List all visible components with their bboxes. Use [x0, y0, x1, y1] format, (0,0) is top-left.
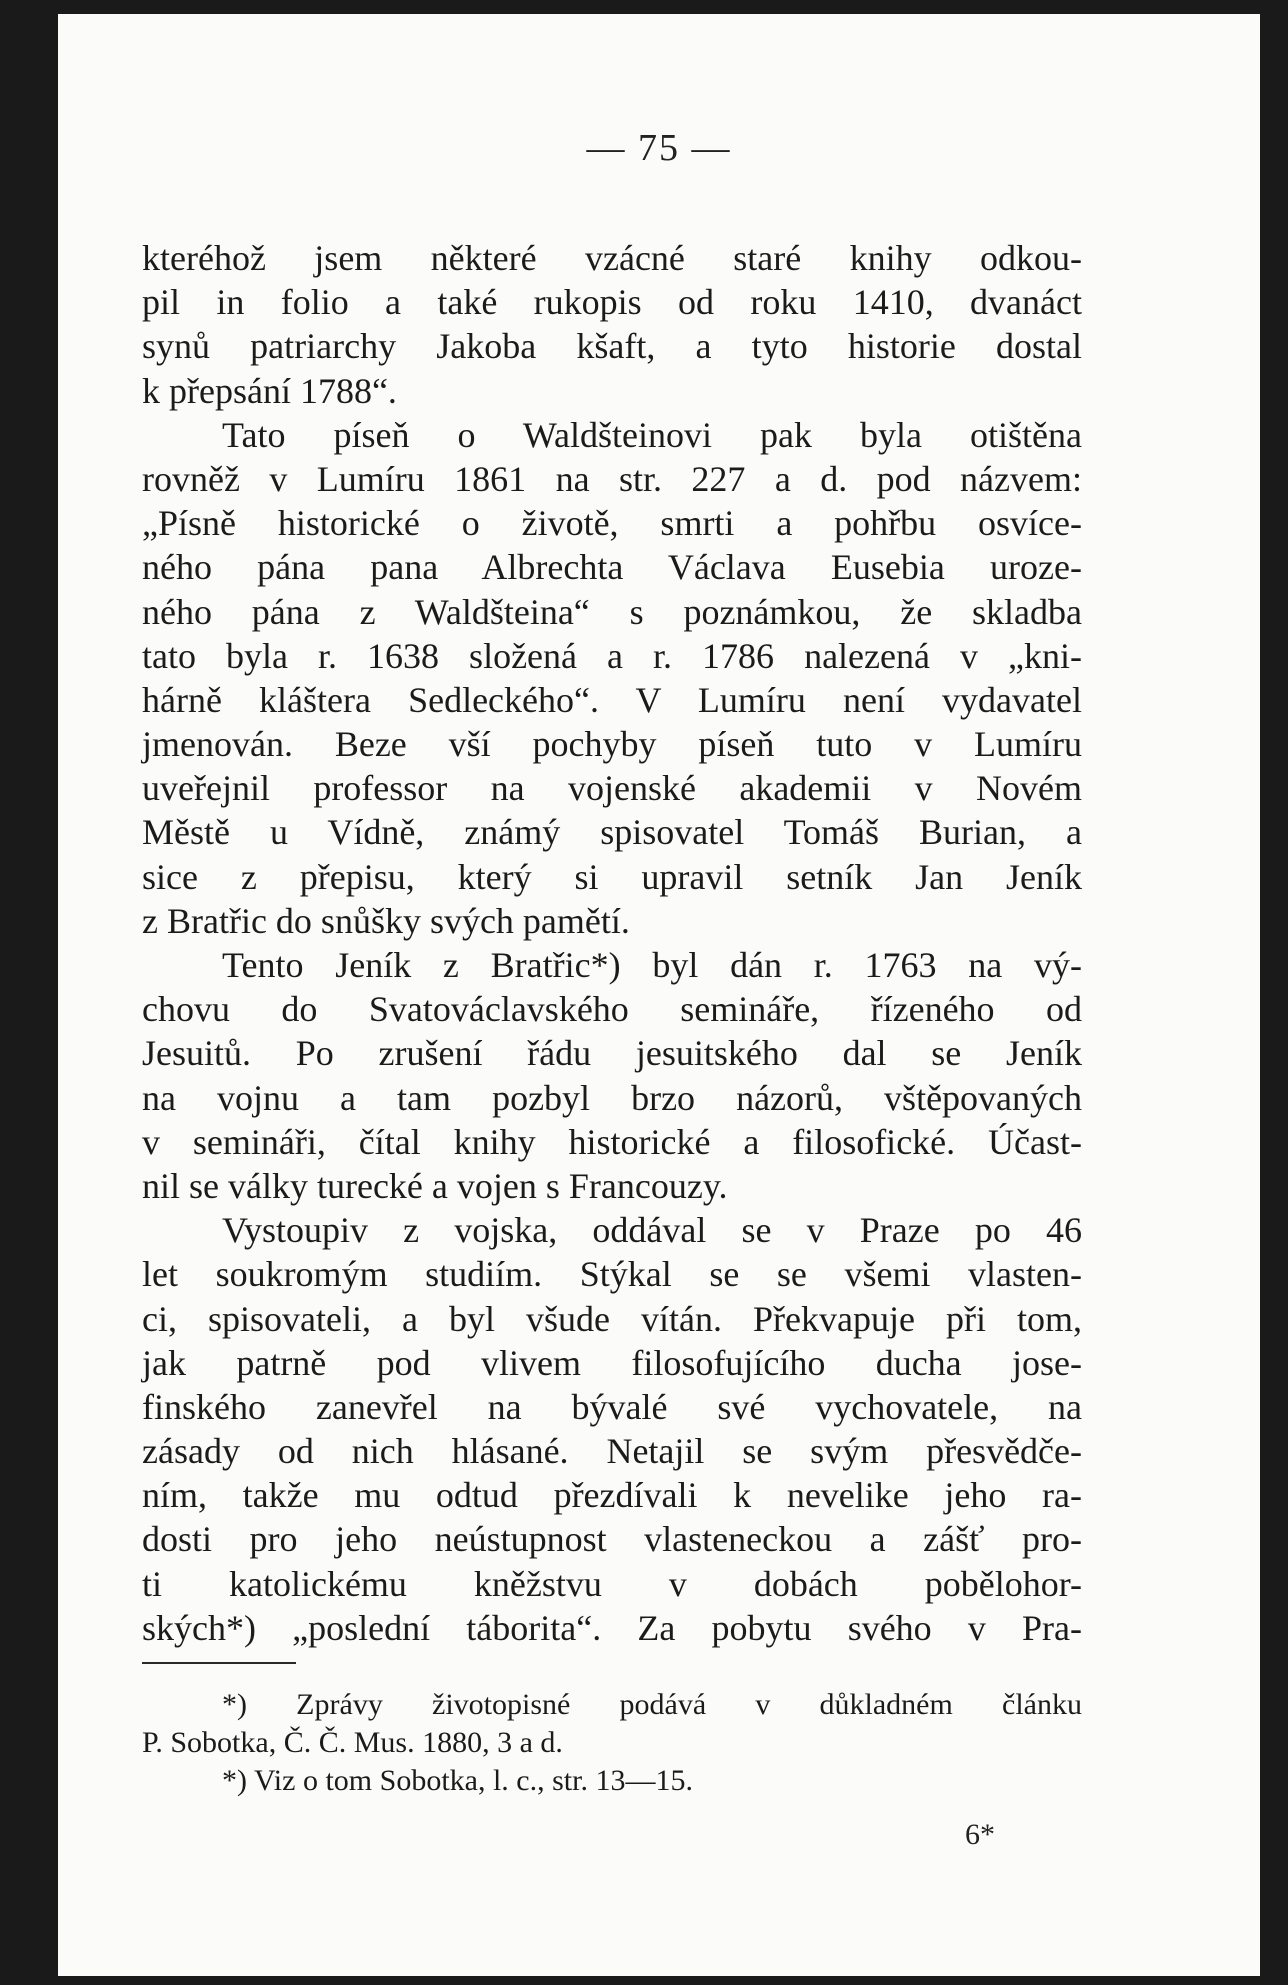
text-line: ného pána pana Albrechta Václava Eusebia uroze- — [142, 547, 1082, 588]
text-line: let soukromým studiím. Stýkal se se všemi vlasten- — [142, 1254, 1082, 1295]
text-line: synů patriarchy Jakoba kšaft, a tyto historie dostal — [142, 326, 1082, 367]
text-line: jak patrně pod vlivem filosofujícího ducha jose- — [142, 1342, 1082, 1383]
text-line: pil in folio a také rukopis od roku 1410, dvanáct — [142, 282, 1082, 323]
text-line: sice z přepisu, který si upravil setník Jan Jeník — [142, 856, 1082, 897]
footnote-line: *) Zprávy životopisné podává v důkladném článku — [222, 1688, 1082, 1721]
text-line: v semináři, čítal knihy historické a filosofické. Účast- — [142, 1121, 1082, 1162]
text-line: rovněž v Lumíru 1861 na str. 227 a d. pod názvem: — [142, 458, 1082, 499]
paragraph-start-line: Tato píseň o Waldšteinovi pak byla otištěna — [222, 414, 1082, 455]
text-line: Městě u Vídně, známý spisovatel Tomáš Burian, a — [142, 812, 1082, 853]
footnote-line: P. Sobotka, Č. Č. Mus. 1880, 3 a d. — [142, 1726, 563, 1759]
text-line: tato byla r. 1638 složená a r. 1786 nalezená v „kni- — [142, 635, 1082, 676]
main-text — [142, 236, 1082, 1650]
footnote-line: *) Viz o tom Sobotka, l. c., str. 13—15. — [222, 1764, 693, 1797]
text-line: k přepsání 1788“. — [142, 370, 397, 411]
text-line: ti katolickému kněžstvu v dobách pobělohor- — [142, 1563, 1082, 1604]
text-line: jmenován. Beze vší pochyby píseň tuto v Lumíru — [142, 724, 1082, 765]
text-line: nil se války turecké a vojen s Francouzy. — [142, 1165, 728, 1206]
text-line: ci, spisovateli, a byl všude vítán. Překvapuje při tom, — [142, 1298, 1082, 1339]
text-line: ného pána z Waldšteina“ s poznámkou, že skladba — [142, 591, 1082, 632]
text-line: uveřejnil professor na vojenské akademii v Novém — [142, 768, 1082, 809]
text-line: chovu do Svatováclavského semináře, řízeného od — [142, 989, 1082, 1030]
text-line: z Bratřic do snůšky svých pamětí. — [142, 900, 630, 941]
text-line: dosti pro jeho neústupnost vlasteneckou a zášť pro- — [142, 1519, 1082, 1560]
text-line: „Písně historické o životě, smrti a pohřbu osvíce- — [142, 503, 1082, 544]
paragraph-start-line: Vystoupiv z vojska, oddával se v Praze po 46 — [222, 1210, 1082, 1251]
text-line: hárně kláštera Sedleckého“. V Lumíru není vydavatel — [142, 679, 1082, 720]
signature-mark: 6* — [965, 1818, 995, 1851]
text-line: ských*) „poslední táborita“. Za pobytu svého v Pra- — [142, 1607, 1082, 1648]
text-line: na vojnu a tam pozbyl brzo názorů, vštěpovaných — [142, 1077, 1082, 1118]
paragraph-start-line: Tento Jeník z Bratřic*) byl dán r. 1763 na vý- — [222, 945, 1082, 985]
text-line: ním, takže mu odtud přezdívali k nevelike jeho ra- — [142, 1475, 1082, 1516]
text-line: Jesuitů. Po zrušení řádu jesuitského dal se Jeník — [142, 1033, 1082, 1074]
footnote-separator — [142, 1662, 296, 1664]
text-line: finského zanevřel na bývalé své vychovatele, na — [142, 1386, 1082, 1427]
book-page — [58, 14, 1260, 1976]
text-line: zásady od nich hlásané. Netajil se svým přesvědče- — [142, 1431, 1082, 1472]
text-line: kteréhož jsem některé vzácné staré knihy odkou- — [142, 238, 1082, 278]
footnotes — [142, 1686, 1082, 1800]
page-number-header: — 75 — — [586, 127, 732, 169]
